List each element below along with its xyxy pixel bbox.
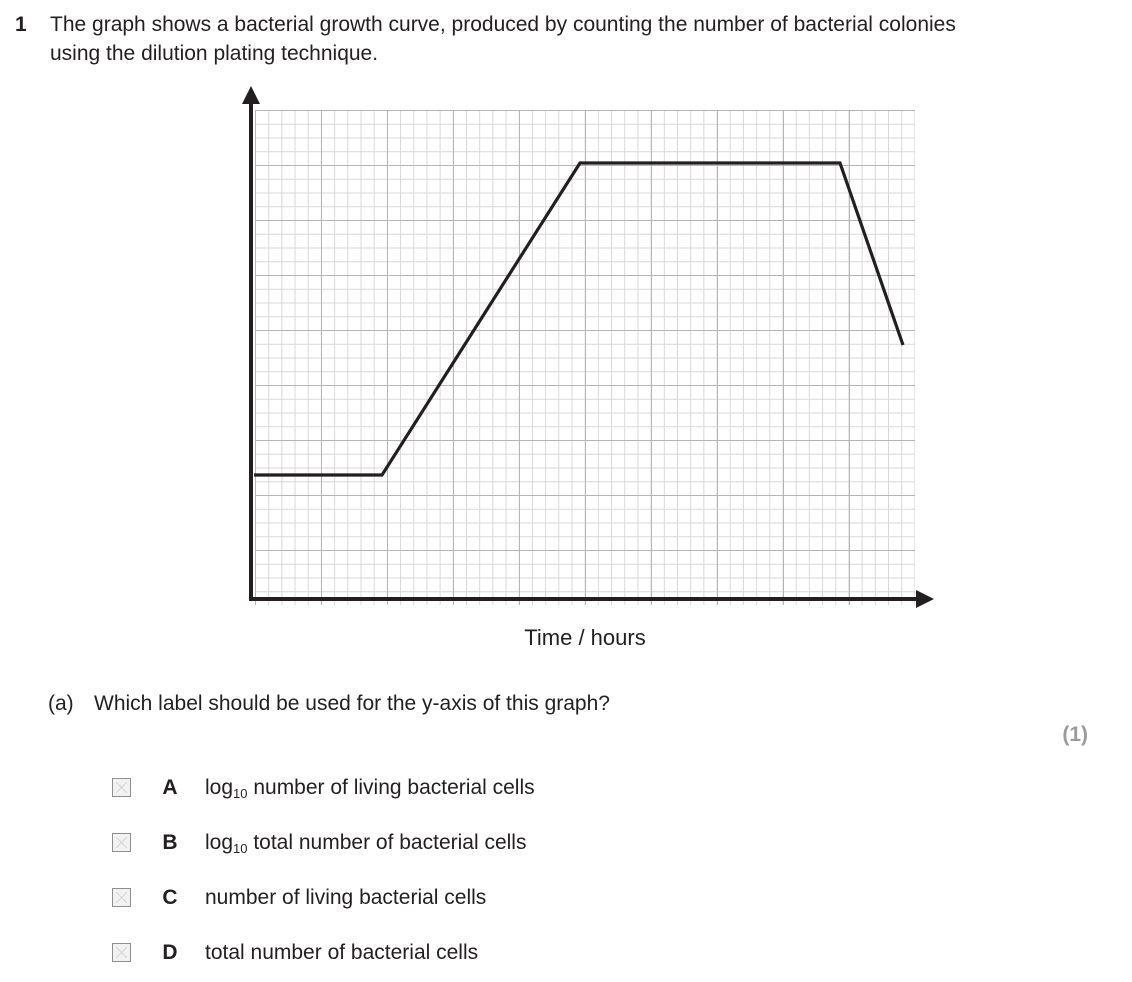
x-axis-line <box>249 597 921 601</box>
part-a-label: (a) <box>48 692 74 715</box>
option-d[interactable] <box>112 925 1012 980</box>
option-d-text <box>205 941 478 965</box>
checkbox-b[interactable] <box>112 833 131 852</box>
part-a-question: Which label should be used for the y-axis of this graph? <box>94 692 610 715</box>
x-axis-arrowhead-icon <box>916 590 934 608</box>
option-c-text <box>205 886 486 910</box>
x-axis-label: Time / hours <box>524 625 646 650</box>
y-axis-line <box>249 100 253 600</box>
part-a-marks: (1) <box>1062 723 1088 746</box>
checkbox-d[interactable] <box>112 943 131 962</box>
y-axis-arrowhead-icon <box>242 86 260 104</box>
question-number: 1 <box>15 13 27 36</box>
question-block <box>10 10 1010 68</box>
option-a-text <box>205 776 535 800</box>
option-a[interactable] <box>112 760 1012 815</box>
option-d-post: total number of bacterial cells <box>205 940 479 964</box>
option-b-sub: 10 <box>233 840 248 856</box>
option-a-pre: log <box>205 775 234 799</box>
option-a-sub: 10 <box>233 785 248 801</box>
option-b-pre: log <box>205 830 234 854</box>
option-c-letter: C <box>162 885 178 909</box>
growth-curve-graph <box>240 100 940 660</box>
option-d-letter: D <box>162 940 178 964</box>
option-c-post: number of living bacterial cells <box>205 885 487 909</box>
option-a-letter: A <box>162 775 178 799</box>
answer-options <box>112 760 1012 980</box>
option-b[interactable] <box>112 815 1012 870</box>
part-a <box>48 690 1008 718</box>
option-b-post: total number of bacterial cells <box>247 830 527 854</box>
option-a-post: number of living bacterial cells <box>247 775 535 799</box>
checkbox-c[interactable] <box>112 888 131 907</box>
option-b-text <box>205 831 526 855</box>
graph-gridlines <box>255 110 915 605</box>
option-b-letter: B <box>162 830 178 854</box>
option-c[interactable] <box>112 870 1012 925</box>
question-stem: The graph shows a bacterial growth curve, produced by counting the number of bacterial colonies using the dilution plating technique. <box>50 13 956 65</box>
checkbox-a[interactable] <box>112 778 131 797</box>
